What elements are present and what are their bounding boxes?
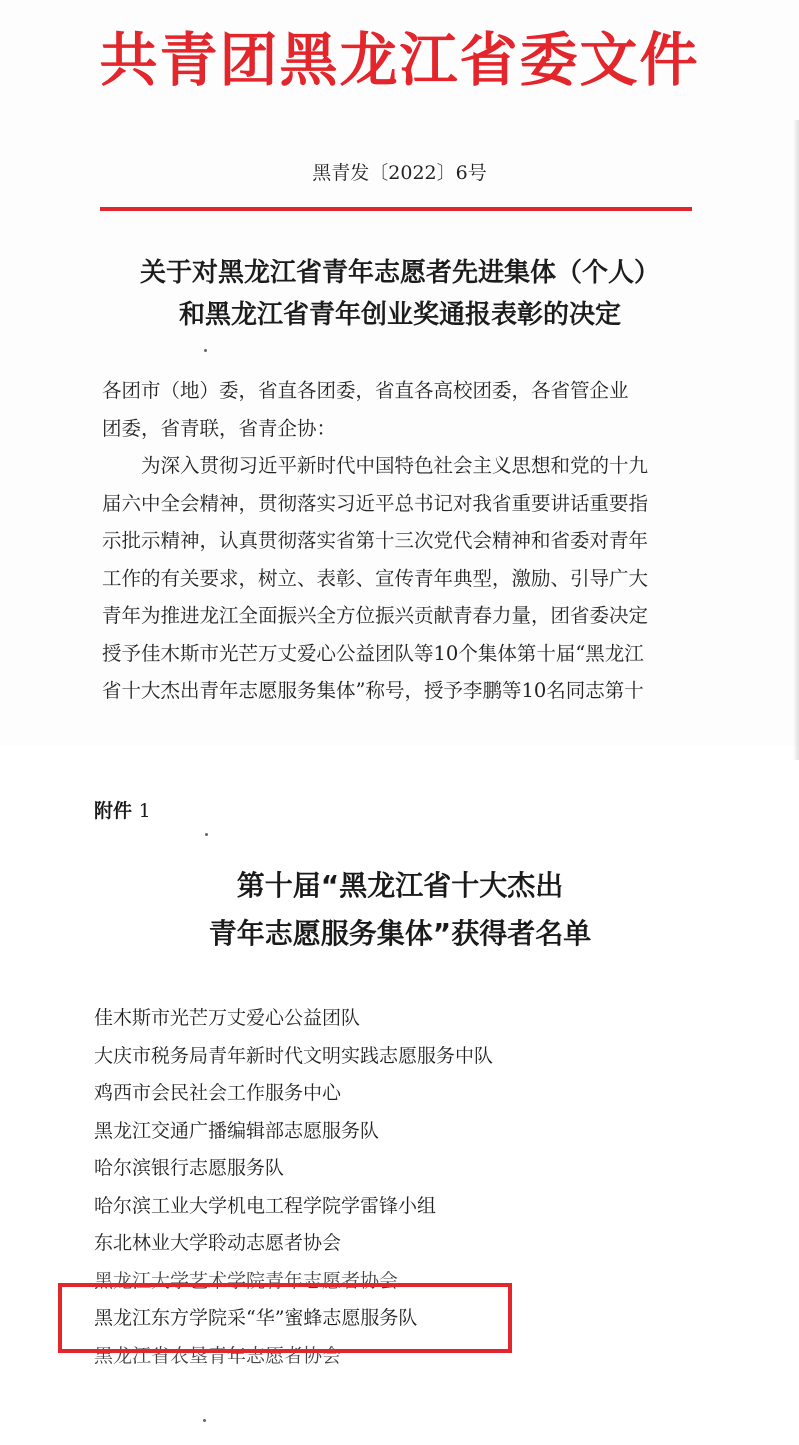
body-line-1: 为深入贯彻习近平新时代中国特色社会主义思想和党的十九: [141, 454, 649, 477]
list-item: 东北林业大学聆动志愿者协会: [94, 1232, 342, 1254]
body-line-7: 省十大杰出青年志愿服务集体”称号，授予李鹏等10名同志第十: [102, 679, 644, 702]
decision-title-line-1: 关于对黑龙江省青年志愿者先进集体（个人）: [139, 258, 660, 288]
body-line-2: 届六中全会精神，贯彻落实习近平总书记对我省重要讲话重要指: [102, 491, 649, 515]
decision-title: [60, 252, 740, 336]
attachment-label: [94, 798, 151, 824]
body-line-3: 示批示精神，认真贯彻落实省第十三次党代会精神和省委对青年: [102, 529, 649, 552]
highlight-box: [58, 1283, 512, 1353]
red-divider-line: [100, 207, 692, 211]
attachment-number: 1: [138, 800, 151, 822]
list-item: 佳木斯市光芒万丈爱心公益团队: [94, 1007, 361, 1029]
decision-title-line-2: 和黑龙江省青年创业奖通报表彰的决定: [178, 300, 621, 330]
body-line-6: 授予佳木斯市光芒万丈爱心公益团队等10个集体第十届“黑龙江: [102, 641, 644, 665]
winner-list-title-line-1: 第十届“黑龙江省十大杰出: [236, 869, 564, 902]
page-edge-shadow: [793, 120, 799, 760]
scan-speck: [205, 833, 208, 836]
scan-speck: [204, 349, 207, 352]
list-item-highlighted: 黑龙江东方学院采“华”蜜蜂志愿服务队: [94, 1307, 418, 1329]
winner-list-title: [80, 862, 720, 958]
list-item: 哈尔滨工业大学机电工程学院学雷锋小组: [94, 1194, 437, 1217]
winner-list-title-line-2: 青年志愿服务集体”获得者名单: [208, 917, 592, 950]
list-item: 黑龙江省农垦青年志愿者协会: [94, 1344, 342, 1367]
list-item: 大庆市税务局青年新时代文明实践志愿服务中队: [94, 1044, 494, 1067]
body-line-5: 青年为推进龙江全面振兴全方位振兴贡献青春力量，团省委决定: [102, 604, 649, 627]
list-item: 哈尔滨银行志愿服务队: [94, 1157, 285, 1179]
document-number: 黑青发〔2022〕6号: [312, 162, 487, 184]
body-line-4: 工作的有关要求，树立、表彰、宣传青年典型，激励、引导广大: [102, 566, 649, 590]
decision-body: [102, 372, 688, 710]
page-gap: [0, 745, 799, 785]
list-item: 黑龙江大学艺术学院青年志愿者协会: [94, 1269, 399, 1292]
masthead-title: 共青团黑龙江省委文件: [99, 26, 700, 94]
scan-speck: [203, 1419, 206, 1422]
salutation-line-2: 团委，省青联，省青企协：: [102, 416, 337, 440]
list-item: 黑龙江交通广播编辑部志愿服务队: [94, 1119, 380, 1142]
list-item: 鸡西市会民社会工作服务中心: [94, 1082, 342, 1104]
attachment-label-text: 附件: [94, 800, 133, 822]
salutation-line-1: 各团市（地）委，省直各团委，省直各高校团委，各省管企业: [102, 379, 629, 402]
